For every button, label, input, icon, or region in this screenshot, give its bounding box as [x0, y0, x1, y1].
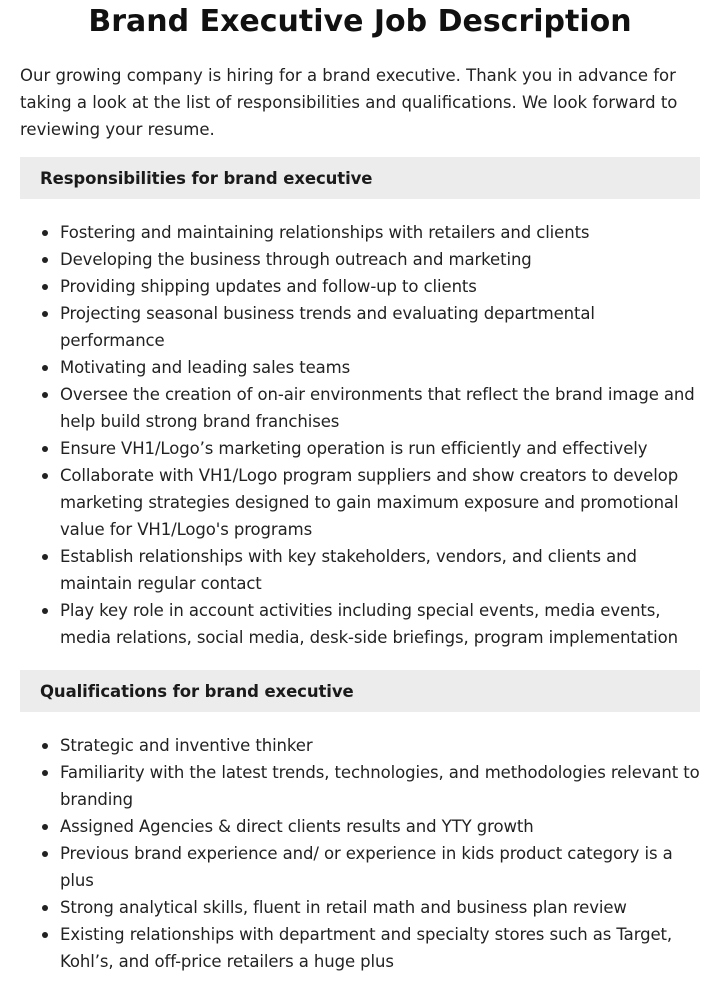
- bullet-icon: [42, 257, 48, 263]
- bullet-icon: [42, 230, 48, 236]
- bullet-icon: [42, 932, 48, 938]
- bullet-icon: [42, 446, 48, 452]
- bullet-icon: [42, 743, 48, 749]
- list-item-text: Oversee the creation of on-air environments that reflect the brand image and help build strong brand franchises: [60, 385, 695, 431]
- list-item: [20, 273, 700, 300]
- list-item: [20, 246, 700, 273]
- list-item: [20, 597, 700, 651]
- bullet-icon: [42, 392, 48, 398]
- list-item-text: Ensure VH1/Logo’s marketing operation is run efficiently and effectively: [60, 439, 648, 458]
- list-item-text: Providing shipping updates and follow-up to clients: [60, 277, 477, 296]
- bullet-icon: [42, 284, 48, 290]
- list-item-text: Existing relationships with department and specialty stores such as Target, Kohl’s, and off-price retailers a huge plus: [60, 925, 673, 971]
- bullet-icon: [42, 905, 48, 911]
- list-item-text: Projecting seasonal business trends and evaluating departmental performance: [60, 304, 595, 350]
- list-item: [20, 462, 700, 543]
- list-item-text: Developing the business through outreach and marketing: [60, 250, 532, 269]
- list-item-text: Motivating and leading sales teams: [60, 358, 351, 377]
- bullet-icon: [42, 311, 48, 317]
- list-item-text: Strategic and inventive thinker: [60, 736, 313, 755]
- list-item-text: Play key role in account activities including special events, media events, media relations, social media, desk-side briefings, program implementation: [60, 601, 678, 647]
- list-item: [20, 543, 700, 597]
- bullet-icon: [42, 554, 48, 560]
- qualifications-list: [20, 732, 700, 975]
- list-item-text: Strong analytical skills, fluent in retail math and business plan review: [60, 898, 627, 917]
- list-item: [20, 894, 700, 921]
- list-item-text: Familiarity with the latest trends, technologies, and methodologies relevant to branding: [60, 763, 700, 809]
- list-item-text: Fostering and maintaining relationships with retailers and clients: [60, 223, 590, 242]
- list-item: [20, 435, 700, 462]
- list-item: [20, 300, 700, 354]
- list-item: [20, 921, 700, 975]
- list-item-text: Previous brand experience and/ or experience in kids product category is a plus: [60, 844, 673, 890]
- bullet-icon: [42, 824, 48, 830]
- bullet-icon: [42, 770, 48, 776]
- bullet-icon: [42, 608, 48, 614]
- list-item: [20, 219, 700, 246]
- list-item-text: Assigned Agencies & direct clients results and YTY growth: [60, 817, 534, 836]
- list-item: [20, 381, 700, 435]
- bullet-icon: [42, 365, 48, 371]
- responsibilities-list: [20, 219, 700, 651]
- list-item: [20, 813, 700, 840]
- list-item: [20, 354, 700, 381]
- bullet-icon: [42, 473, 48, 479]
- qualifications-heading: Qualifications for brand executive: [20, 670, 700, 712]
- page-title: Brand Executive Job Description: [88, 4, 632, 39]
- bullet-icon: [42, 851, 48, 857]
- list-item: [20, 759, 700, 813]
- list-item-text: Establish relationships with key stakeholders, vendors, and clients and maintain regular contact: [60, 547, 637, 593]
- list-item: [20, 732, 700, 759]
- list-item-text: Collaborate with VH1/Logo program suppliers and show creators to develop marketing strategies designed to gain maximum exposure and promotional value for VH1/Logo's programs: [60, 466, 679, 539]
- list-item: [20, 840, 700, 894]
- responsibilities-heading: Responsibilities for brand executive: [20, 157, 700, 199]
- intro-paragraph: Our growing company is hiring for a brand executive. Thank you in advance for taking a look at the list of responsibilities and qualifications. We look forward to reviewing your resume.: [20, 66, 678, 139]
